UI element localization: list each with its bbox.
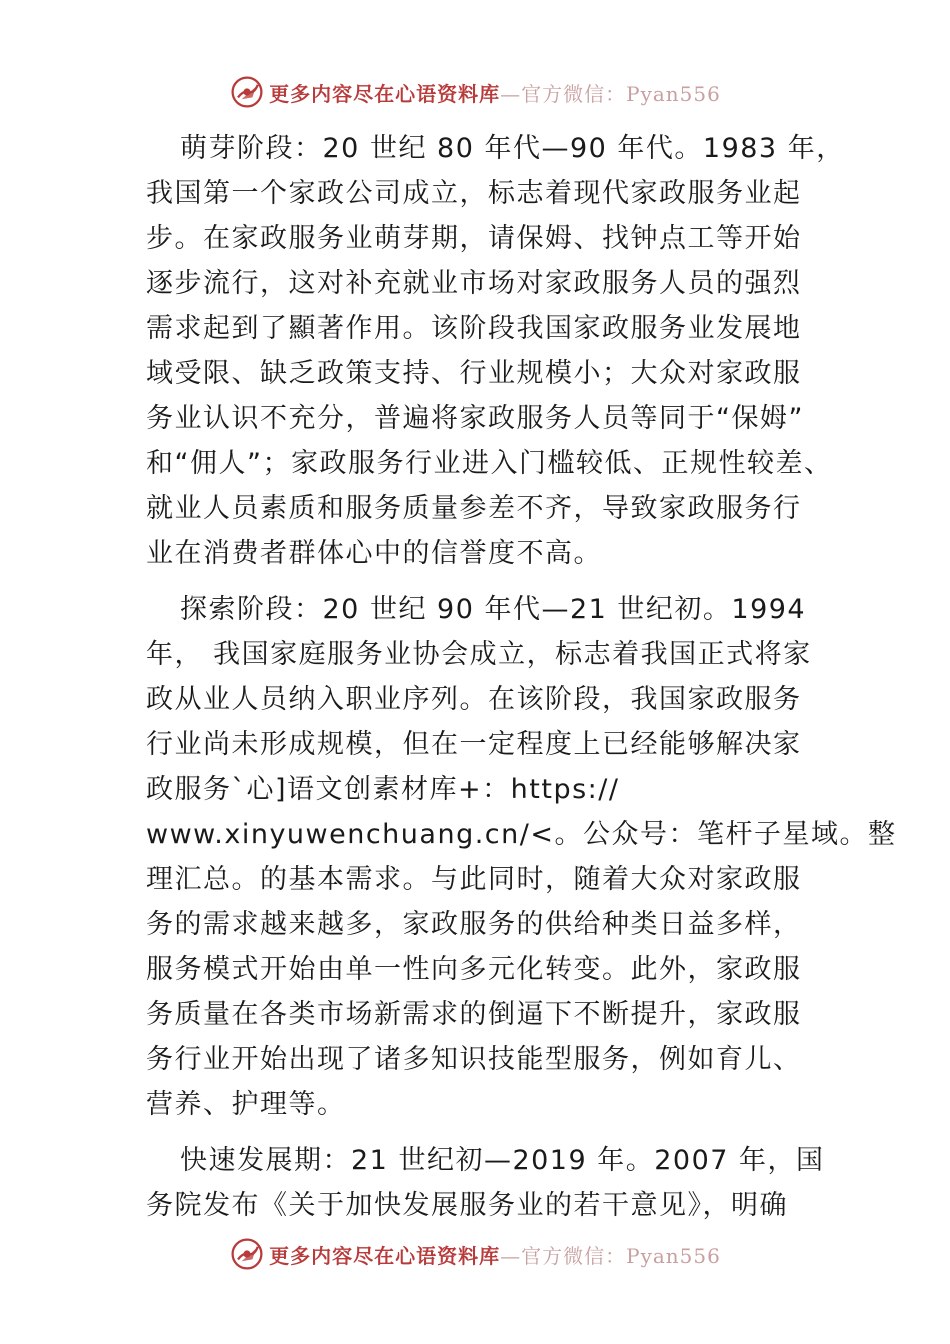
text-line: 业在消费者群体心中的信誉度不高。 <box>146 538 602 569</box>
book-quill-logo-icon <box>229 1236 265 1272</box>
footer-banner-separator: — <box>500 1243 522 1268</box>
header-banner-contact-id: Pyan556 <box>626 81 721 106</box>
header-banner-separator: — <box>500 81 522 106</box>
text-line: 就业人员素质和服务质量参差不齐，导致家政服务行 <box>146 493 802 524</box>
footer-banner-title: 更多内容尽在心语资料库 <box>269 1243 501 1268</box>
text-line: 务业认识不充分，普遍将家政服务人员等同于“保姆” <box>146 403 804 434</box>
text-line: 步。在家政服务业萌芽期，请保姆、找钟点工等开始 <box>146 223 802 254</box>
text-line: www.xinyuwenchuang.cn/<。公众号：笔杆子星域。整 <box>146 819 897 850</box>
text-line: 务质量在各类市场新需求的倒逼下不断提升，家政服 <box>146 999 802 1030</box>
paragraph-rapid-development <box>146 1138 825 1228</box>
footer-banner-text <box>269 1240 721 1269</box>
text-line: 快速发展期：21 世纪初—2019 年。2007 年，国 <box>180 1145 825 1176</box>
header-banner-title: 更多内容尽在心语资料库 <box>269 81 501 106</box>
text-line: 务院发布《关于加快发展服务业的若干意见》，明确 <box>146 1190 788 1221</box>
text-line: 逐步流行，这对补充就业市场对家政服务人员的强烈 <box>146 268 802 299</box>
book-quill-logo-icon <box>229 74 265 110</box>
footer-banner <box>0 1234 950 1274</box>
text-line: 务的需求越来越多，家政服务的供给种类日益多样， <box>146 909 802 940</box>
text-line: 理汇总。的基本需求。与此同时，随着大众对家政服 <box>146 864 802 895</box>
header-banner <box>0 72 950 112</box>
text-line: 营养、护理等。 <box>146 1089 346 1120</box>
document-body <box>146 126 897 1239</box>
text-line: 探索阶段：20 世纪 90 年代—21 世纪初。1994 <box>180 594 807 625</box>
text-line: 行业尚未形成规模，但在一定程度上已经能够解决家 <box>146 729 802 760</box>
header-banner-text <box>269 78 721 107</box>
text-line: 需求起到了顯著作用。该阶段我国家政服务业发展地 <box>146 313 802 344</box>
text-line: 域受限、缺乏政策支持、行业规模小；大众对家政服 <box>146 358 802 389</box>
footer-banner-contact-label: 官方微信： <box>521 1243 627 1268</box>
text-line: 和“佣人”；家政服务行业进入门槛较低、正规性较差、 <box>146 448 833 479</box>
paragraph-sprouting-stage <box>146 126 845 576</box>
text-line: 服务模式开始由单一性向多元化转变。此外，家政服 <box>146 954 802 985</box>
text-line: 政服务`心]语文创素材库+：https:// <box>146 774 620 805</box>
text-line: 萌芽阶段：20 世纪 80 年代—90 年代。1983 年， <box>180 133 845 164</box>
text-line: 政从业人员纳入职业序列。在该阶段，我国家政服务 <box>146 684 802 715</box>
footer-banner-contact-id: Pyan556 <box>626 1243 721 1268</box>
text-line: 务行业开始出现了诸多知识技能型服务，例如育儿、 <box>146 1044 802 1075</box>
text-line: 年， 我国家庭服务业协会成立，标志着我国正式将家 <box>146 639 812 670</box>
text-line: 我国第一个家政公司成立，标志着现代家政服务业起 <box>146 178 802 209</box>
paragraph-exploration-stage <box>146 587 897 1127</box>
header-banner-contact-label: 官方微信： <box>521 81 627 106</box>
